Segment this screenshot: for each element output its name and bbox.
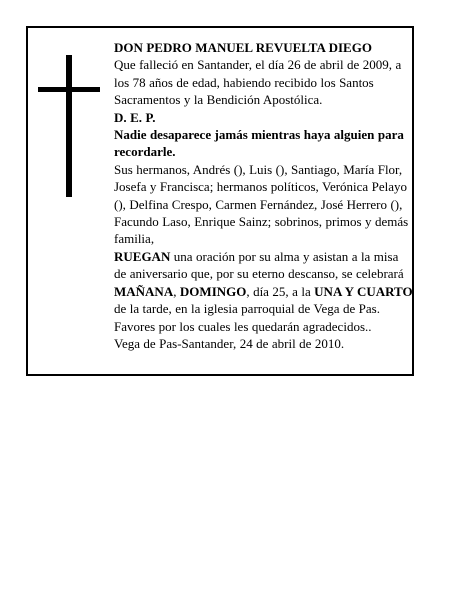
memorial-quote: Nadie desaparece jamás mientras haya alguien para recordarle. [114, 127, 404, 160]
domingo-word: DOMINGO [179, 283, 247, 299]
mass-request-text-3: de la tarde, en la iglesia parroquial de Vega de Pas. Favores por los cuales les quedarán agradecidos.. [114, 301, 380, 334]
mass-time: UNA Y CUARTO [314, 283, 413, 299]
rip-abbreviation: D. E. P. [114, 109, 156, 125]
death-info: Que falleció en Santander, el día 26 de abril de 2009, a los 78 años de edad, habiendo recibido los Santos Sacramentos y la Bendición Apostólica. [114, 57, 402, 108]
ruegan-word: RUEGAN [114, 248, 171, 264]
deceased-name: DON PEDRO MANUEL REVUELTA DIEGO [114, 40, 372, 55]
mass-request-text-2: , día 25, a la [246, 283, 315, 299]
family-list: Sus hermanos, Andrés (), Luis (), Santiago, María Flor, Josefa y Francisca; hermanos políticos, Verónica Pelayo (), Delfina Crespo, Carmen Fernández, José Herrero (), Facundo Laso, Enrique Sainz; sobrinos, primos y demás familia, [114, 161, 409, 247]
mass-request [114, 248, 414, 335]
cross-vertical-bar [66, 55, 72, 197]
manana-word: MAÑANA [114, 283, 174, 299]
obituary-text [114, 39, 414, 352]
cross-horizontal-bar [38, 87, 100, 92]
place-and-date: Vega de Pas-Santander, 24 de abril de 2010. [114, 335, 345, 351]
mass-request-comma: , [173, 283, 180, 299]
latin-cross-icon [38, 55, 100, 197]
mass-request-text-1: una oración por su alma y asistan a la misa de aniversario que, por su eterno descanso, se celebrará [114, 248, 404, 282]
obituary-notice [26, 26, 414, 376]
